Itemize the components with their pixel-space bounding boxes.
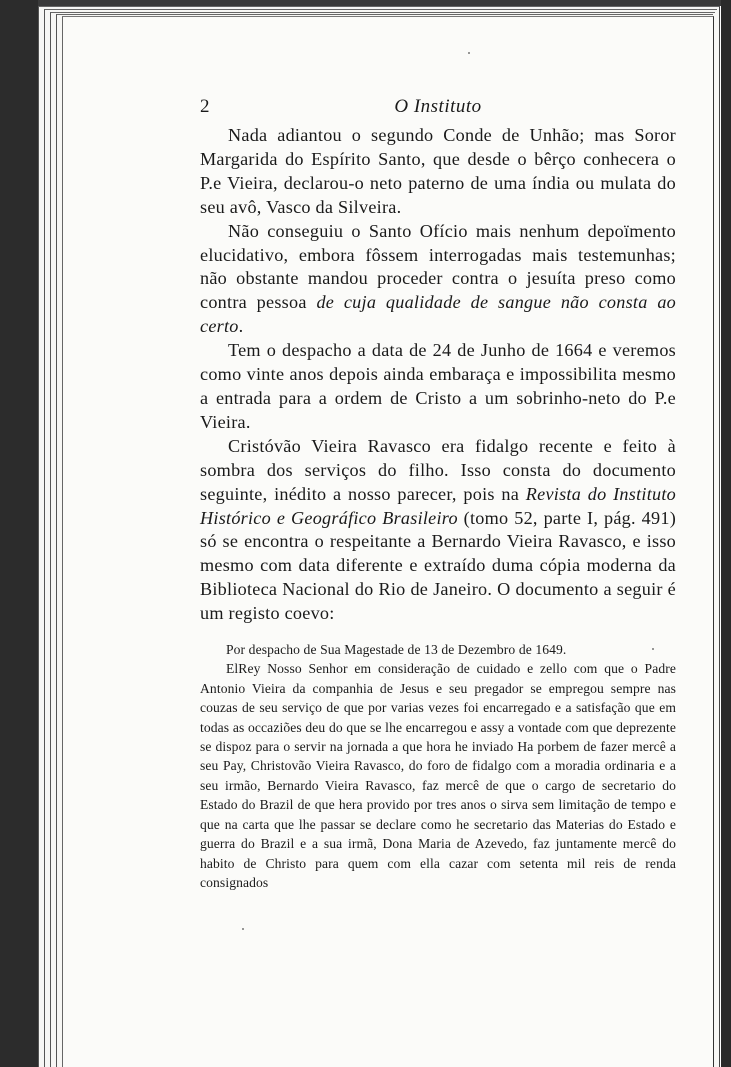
page-content <box>200 96 676 892</box>
paragraph-1: Nada adiantou o segundo Conde de Unhão; mas Soror Margarida do Espírito Santo, que desde o bêrço conhecera o P.e Vieira, declarou-o neto paterno de uma índia ou mulata do seu avô, Vasco da Silveira. <box>200 125 676 217</box>
scan-edge-right <box>721 0 731 1067</box>
paragraph-4-text-a: Cristóvão Vieira Ravasco era fidalgo recente e feito à sombra dos serviços do filho. Isso consta do documento seguinte, inédito a nosso parecer, pois na <box>200 435 676 504</box>
quoted-document <box>200 640 676 892</box>
paragraph-2-end: . <box>238 316 244 337</box>
paragraph-2 <box>200 220 676 340</box>
quote-dispatch-line: Por despacho de Sua Magestade de 13 de Dezembro de 1649. <box>226 642 567 658</box>
paragraph-4-italic: Revista do Instituto Histórico e Geográfico Brasileiro <box>200 483 676 528</box>
page-number: 2 <box>200 96 210 117</box>
paragraph-4 <box>200 435 676 626</box>
main-text <box>200 124 676 626</box>
quote-paragraph: ElRey Nosso Senhor em consideração de cuidado e zello com que o Padre Antonio Vieira da companhia de Jesus e seu pregador se empregou sempre nas couzas de seu serviço de que por varias vezes foi encarregado e a satisfação que em todas as occaziões deu do que se lhe encarregou e assy a vontade com que deprezente se dispoz para o servir na jornada a que hora he inviado Ha porbem de fazer mercê a seu Pay, Christovão Vieira Ravasco, do foro de fidalgo com a moradia ordinaria e a seu irmão, Bernardo Vieira Ravasco, faz mercê de que o cargo de secretario do Estado do Brazil de que hera provido por tres anos o sirva sem limitação de tempo e que na carta que lhe passar se declare como he secretario das Materias do Estado e guerra do Brazil e a sua irmã, Dona Maria de Azevedo, faz juntamente mercê do habito de Christo para quem com ella cazar com setenta mil reis de renda consignados <box>200 661 676 890</box>
paragraph-2-italic: de cuja qualidade de sangue não consta ao certo <box>200 292 677 337</box>
print-speck <box>468 52 470 54</box>
paragraph-4-text-b: (tomo 52, parte I, pág. 491) só se encontra o respeitante a Bernardo Vieira Ravasco, e isso mesmo com data diferente e extraído duma cópia moderna da Biblioteca Nacional do Rio de Janeiro. O documento a seguir é um registo coevo: <box>200 507 677 624</box>
paragraph-2-text: Não conseguiu o Santo Ofício mais nenhum depoïmento elucidativo, embora fôssem interrogadas mais testemunhas; não obstante mandou proceder contra o jesuíta preso como contra pessoa <box>200 220 676 313</box>
scan-edge-left <box>0 0 38 1067</box>
paragraph-3: Tem o despacho a data de 24 de Junho de 1664 e veremos como vinte anos depois ainda embaraça e impossibilita mesmo a entrada para a ordem de Cristo a um sobrinho-neto do P.e Vieira. <box>200 340 676 432</box>
running-title: O Instituto <box>394 96 482 117</box>
running-header <box>200 96 676 124</box>
print-speck <box>242 928 244 930</box>
